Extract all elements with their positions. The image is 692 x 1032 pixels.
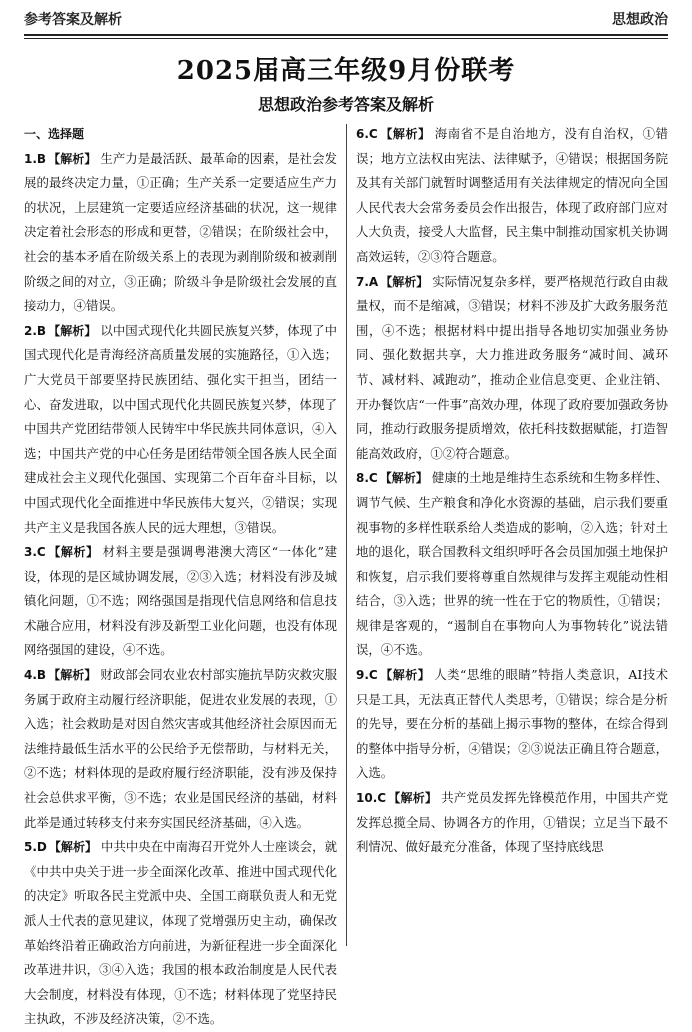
section-heading: 一、选择题 xyxy=(24,127,85,141)
document-subtitle: 思想政治参考答案及解析 xyxy=(257,95,434,114)
column-divider xyxy=(346,124,347,946)
left-column xyxy=(24,122,337,1027)
header-rule-thin xyxy=(24,38,668,39)
question-number: 10.C xyxy=(356,791,387,806)
question-text: 人类“思维的眼睛”特指人类意识，AI技术只是工具，无法真正替代人类思考，①错误；综合是分析的先导，要在分析的基础上揭示事物的整体，在综合得到的整体中指导分析，④错误；②③说法正确且符合题意，入选。 xyxy=(356,667,668,781)
header-left-title: 参考答案及解析 xyxy=(24,12,122,28)
running-header xyxy=(24,6,668,32)
question-number: 5.D xyxy=(24,840,47,855)
question-item xyxy=(24,540,337,663)
analysis-tag: 【解析】 xyxy=(388,791,438,806)
question-item xyxy=(24,147,337,319)
question-item xyxy=(24,663,337,835)
header-rule-thick xyxy=(24,34,668,36)
question-item xyxy=(24,319,337,540)
question-text: 实际情况复杂多样，要严格规范行政自由裁量权，而不是缩减，③错误；材料不涉及扩大政务服务范围，④不选；根据材料中提出指导各地切实加强业务协同、强化数据共享，大力推进政务服务“减时间、减环节、减材料、减跑动”，推动企业信息变更、企业注销、开办餐饮店“一件事”高效办理，体现了政府要加强政务协同，推动行政服务提质增效，依托科技数据赋能，打造智能高效政府，①②符合题意。 xyxy=(356,273,668,461)
analysis-tag: 【解析】 xyxy=(380,274,429,289)
question-number: 4.B xyxy=(24,668,47,683)
analysis-tag: 【解析】 xyxy=(379,668,431,683)
analysis-tag: 【解析】 xyxy=(379,471,428,486)
question-item xyxy=(356,663,668,786)
question-text: 共产党员发挥先锋模范作用，中国共产党发挥总揽全局、协调各方的作用，①错误；立足当下最不利情况、做好最充分准备，体现了坚持底线思 xyxy=(356,790,668,855)
question-number: 1.B xyxy=(24,151,47,166)
question-text: 财政部会同农业农村部实施抗旱防灾救灾服务属于政府主动履行经济职能，促进农业发展的表现，①入选；社会救助是对因自然灾害或其他经济社会原因而无法维持最低生活水平的公民给予无偿帮助，与材料无关，②不选；材料体现的是政府履行经济职能，没有涉及保持社会总供求平衡，③不选；农业是国民经济的基础，材料此举是通过转移支付来夯实国民经济基础，④入选。 xyxy=(24,667,337,830)
document-title: 2025届高三年级9月份联考 xyxy=(176,56,516,86)
analysis-tag: 【解析】 xyxy=(48,840,98,855)
question-text: 以中国式现代化共圆民族复兴梦，体现了中国式现代化是青海经济高质量发展的实施路径，①入选；广大党员干部要坚持民族团结、强化实干担当，团结一心、奋发进取，以中国式现代化共圆民族复兴梦，体现了中国共产党团结带领人民铸牢中华民族共同体意识，④入选；中国共产党的中心任务是团结带领全国各族人民全面建成社会主义现代化强国、实现第二个百年奋斗目标，以中国式现代化全面推进中华民族伟大复兴，②错误；实现共产主义是我国各族人民的远大理想，③错误。 xyxy=(24,322,337,535)
header-subject: 思想政治 xyxy=(612,12,668,28)
analysis-tag: 【解析】 xyxy=(48,323,97,338)
question-text: 生产力是最活跃、最革命的因素，是社会发展的最终决定力量，①正确；生产关系一定要适应生产力的状况，上层建筑一定要适应经济基础的状况，这一规律决定着社会形态的形成和更替，②错误；在阶级社会中，社会的基本矛盾在阶级关系上的表现为剥削阶级和被剥削阶级之间的对立，③正确；阶级斗争是阶级社会发展的直接动力，④错误。 xyxy=(24,150,337,314)
question-text: 材料主要是强调粤港澳大湾区“一体化”建设，体现的是区域协调发展，②③入选；材料没有涉及城镇化问题，①不选；网络强国是指现代信息网络和信息技术融合应用，材料没有涉及新型工业化问题，也没有体现网络强国的建设，④不选。 xyxy=(24,544,337,658)
analysis-tag: 【解析】 xyxy=(379,127,431,141)
question-number: 2.B xyxy=(24,323,47,338)
analysis-tag: 【解析】 xyxy=(47,545,99,560)
question-item xyxy=(356,270,668,467)
question-item xyxy=(24,835,337,1032)
question-item xyxy=(356,122,668,270)
question-number: 7.A xyxy=(356,274,379,289)
question-text: 健康的土地是维持生态系统和生物多样性、调节气候、生产粮食和净化水资源的基础，启示我们要重视事物的多样性联系给人类造成的影响，②入选；针对土地的退化，联合国教科文组织呼吁各会员国加强土地保护和恢复，启示我们要将尊重自然规律与发挥主观能动性相结合，③入选；世界的统一性在于它的物质性，①错误；规律是客观的，“遏制自在事物向人为事物转化”说法错误，④不选。 xyxy=(356,470,668,658)
question-item xyxy=(356,466,668,663)
question-item xyxy=(356,786,668,860)
right-column xyxy=(356,122,668,947)
analysis-tag: 【解析】 xyxy=(48,151,97,166)
question-text: 中共中央在中南海召开党外人士座谈会，就《中共中央关于进一步全面深化改革、推进中国式现代化的决定》听取各民主党派中央、全国工商联负责人和无党派人士代表的意见建议，体现了党增强历史主动，确保改革始终沿着正确政治方向前进，为新征程进一步全面深化改革进井识，③④入选；我国的根本政治制度是人民代表大会制度，材料没有体现，①不选；材料体现了党坚持民主执政，不涉及经济决策，②不选。 xyxy=(24,839,337,1027)
question-number: 8.C xyxy=(356,471,378,486)
question-number: 6.C xyxy=(356,127,378,141)
question-number: 3.C xyxy=(24,545,46,560)
question-number: 9.C xyxy=(356,668,378,683)
analysis-tag: 【解析】 xyxy=(48,668,97,683)
question-text: 海南省不是自治地方，没有自治权，①错误；地方立法权由宪法、法律赋予，④错误；根据国务院及其有关部门就暂时调整适用有关法律规定的情况向全国人民代表大会常务委员会作出报告，体现了政府部门应对人大负责，接受人大监督，民主集中制推动国家机关协调高效运转，②③符合题意。 xyxy=(356,126,668,264)
